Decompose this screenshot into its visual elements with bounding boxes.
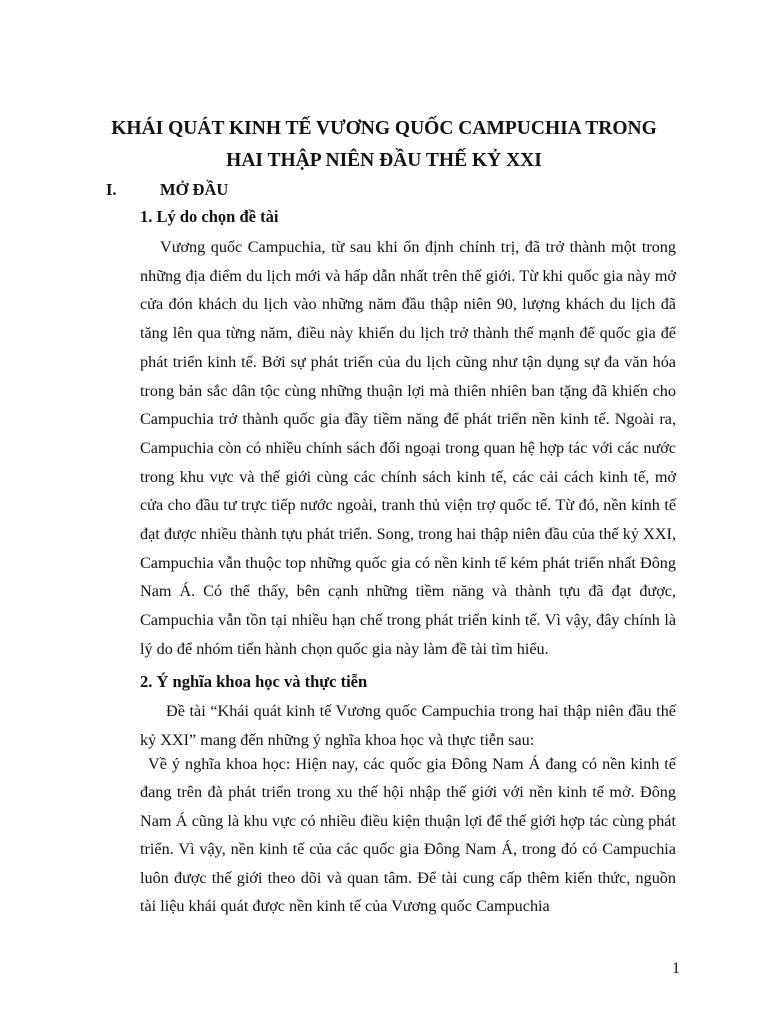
subsection-heading-significance: 2. Ý nghĩa khoa học và thực tiễn xyxy=(140,672,368,691)
document-title-line-2: HAI THẬP NIÊN ĐẦU THẾ KỶ XXI xyxy=(226,150,542,171)
section-number: I. xyxy=(106,180,117,199)
paragraph-significance-intro: Đề tài “Khái quát kinh tế Vương quốc Campuchia trong hai thập niên đầu thế kỷ XXI” mang đến những ý nghĩa khoa học và thực tiễn sau: xyxy=(140,702,676,749)
document-title-line-1: KHÁI QUÁT KINH TẾ VƯƠNG QUỐC CAMPUCHIA TRONG xyxy=(111,118,657,139)
subsection-heading-reason: 1. Lý do chọn đề tài xyxy=(140,207,279,226)
page-number: 1 xyxy=(672,960,680,977)
section-title: MỞ ĐẦU xyxy=(160,180,229,199)
paragraph-reason: Vương quốc Campuchia, từ sau khi ổn định chính trị, đã trở thành một trong những địa điểm du lịch mới và hấp dẫn nhất trên thế giới. Từ khi quốc gia này mở cửa đón khách du lịch vào những năm đầu thập niên 90, lượng khách du lịch đã tăng lên qua từng năm, điều này khiến du lịch trở thành thế mạnh để quốc gia để phát triển kinh tế. Bởi sự phát triển của du lịch cũng như tận dụng sự đa văn hóa trong bản sắc dân tộc cùng những thuận lợi mà thiên nhiên ban tặng đã khiến cho Campuchia trở thành quốc gia đầy tiềm năng để phát triển nền kinh tế. Ngoài ra, Campuchia còn có nhiều chính sách đối ngoại trong quan hệ hợp tác với các nước trong khu vực và thế giới cùng các chính sách kinh tế, các cải cách kinh tế, mở cửa cho đầu tư trực tiếp nước ngoài, tranh thủ viện trợ quốc tế. Từ đó, nền kinh tế đạt được nhiều thành tựu phát triển. Song, trong hai thập niên đầu của thế kỷ XXI, Campuchia vẫn thuộc top những quốc gia có nền kinh tế kém phát triển nhất Đông Nam Á. Có thể thấy, bên cạnh những tiềm năng và thành tựu đã đạt được, Campuchia vẫn tồn tại nhiều hạn chế trong phát triển kinh tế. Vì vậy, đây chính là lý do để nhóm tiến hành chọn quốc gia này làm đề tài tìm hiểu. xyxy=(140,238,676,658)
paragraph-scientific-significance: Về ý nghĩa khoa học: Hiện nay, các quốc gia Đông Nam Á đang có nền kinh tế đang trên đà phát triển trong xu thế hội nhập thế giới với nền kinh tế mở. Đông Nam Á cũng là khu vực có nhiều điều kiện thuận lợi để thế giới hợp tác cùng phát triển. Vì vậy, nền kinh tế của các quốc gia Đông Nam Á, trong đó có Campuchia luôn được thế giới theo dõi và quan tâm. Để tài cung cấp thêm kiến thức, nguồn tài liệu khái quát được nền kinh tế của Vương quốc Campuchia xyxy=(140,755,676,916)
